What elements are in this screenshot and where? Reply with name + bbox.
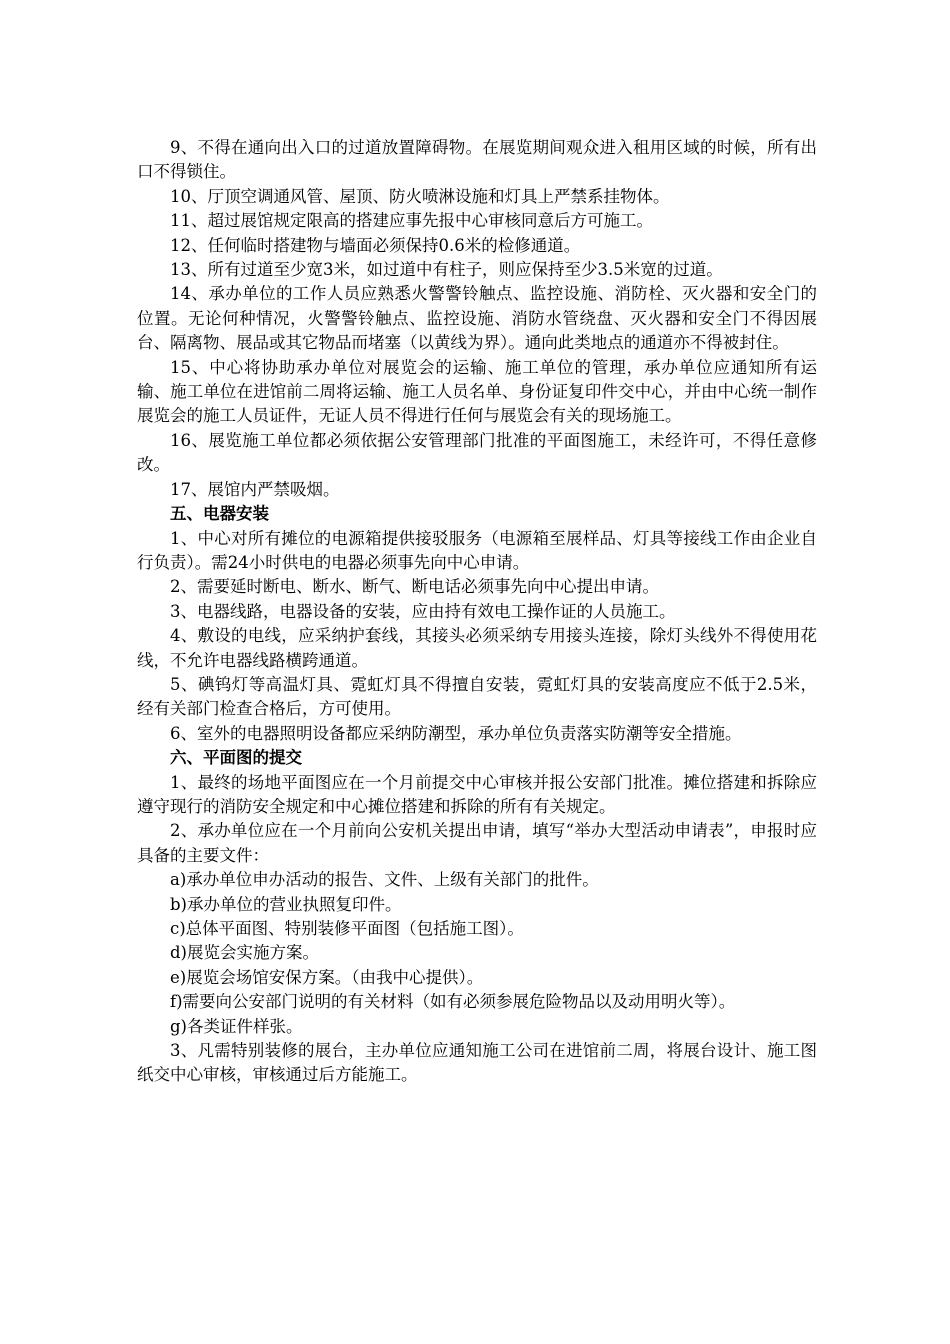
- paragraph-electrical-1: 1、中心对所有摊位的电源箱提供接驳服务（电源箱至展样品、灯具等接线工作由企业自行负责）。需24小时供电的电器必须事先向中心申请。: [137, 528, 817, 572]
- paragraph-item-11: 11、超过展馆规定限高的搭建应事先报中心审核同意后方可施工。: [170, 211, 653, 231]
- paragraph-item-17: 17、展馆内严禁吸烟。: [170, 479, 340, 499]
- paragraph-item-14: 14、承办单位的工作人员应熟悉火警警铃触点、监控设施、消防栓、灭火器和安全门的位置。无论何种情况，火警警铃触点、监控设施、消防水管绕盘、灭火器和安全门不得因展台、隔离物、展品或其它物品而堵塞（以黄线为界）。通向此类地点的通道亦不得被封住。: [137, 284, 817, 353]
- paragraph-item-9: 9、不得在通向出入口的过道放置障碍物。在展览期间观众进入租用区域的时候，所有出口不得锁住。: [137, 138, 817, 182]
- paragraph-floor-plan-3: 3、凡需特别装修的展台，主办单位应通知施工公司在进馆前二周，将展台设计、施工图纸交中心审核，审核通过后方能施工。: [137, 1041, 817, 1085]
- list-item-g: g)各类证件样张。: [170, 1016, 303, 1036]
- section-heading-floor-plan: 六、平面图的提交: [170, 748, 302, 768]
- document-page: [137, 136, 817, 1088]
- paragraph-floor-plan-2: 2、承办单位应在一个月前向公安机关提出申请，填写“举办大型活动申请表”，申报时应具备的主要文件：: [137, 821, 817, 865]
- paragraph-electrical-3: 3、电器线路，电器设备的安装，应由持有效电工操作证的人员施工。: [170, 601, 676, 621]
- paragraph-item-10: 10、厅顶空调通风管、屋顶、防火喷淋设施和灯具上严禁系挂物体。: [170, 186, 670, 206]
- list-item-d: d)展览会实施方案。: [170, 943, 319, 963]
- paragraph-floor-plan-1: 1、最终的场地平面图应在一个月前提交中心审核并报公安部门批准。摊位搭建和拆除应遵守现行的消防安全规定和中心摊位搭建和拆除的所有有关规定。: [137, 772, 817, 816]
- list-item-f: f)需要向公安部门说明的有关材料（如有必须参展危险物品以及动用明火等）。: [170, 992, 736, 1012]
- list-item-b: b)承办单位的营业执照复印件。: [170, 894, 402, 914]
- paragraph-electrical-5: 5、碘钨灯等高温灯具、霓虹灯具不得擅自安装，霓虹灯具的安装高度应不低于2.5米，经有关部门检查合格后，方可使用。: [137, 674, 817, 719]
- paragraph-electrical-4: 4、敷设的电线，应采纳护套线，其接头必须采纳专用接头连接，除灯头线外不得使用花线，不允许电器线路横跨通道。: [137, 626, 817, 670]
- list-item-a: a)承办单位申办活动的报告、文件、上级有关部门的批件。: [170, 870, 599, 890]
- list-item-e: e)展览会场馆安保方案。（由我中心提供）。: [170, 967, 484, 987]
- paragraph-electrical-2: 2、需要延时断电、断水、断气、断电话必须事先向中心提出申请。: [170, 577, 659, 597]
- paragraph-electrical-6: 6、室外的电器照明设备都应采纳防潮型，承办单位负责落实防潮等安全措施。: [170, 723, 742, 743]
- paragraph-item-13: 13、所有过道至少宽3米，如过道中有柱子，则应保持至少3.5米宽的过道。: [170, 260, 723, 280]
- section-heading-electrical: 五、电器安装: [170, 504, 269, 524]
- paragraph-item-12: 12、任何临时搭建物与墙面必须保持0.6米的检修通道。: [170, 235, 581, 255]
- list-item-c: c)总体平面图、特别装修平面图（包括施工图）。: [170, 919, 524, 938]
- paragraph-item-16: 16、展览施工单位都必须依据公安管理部门批准的平面图施工，未经许可，不得任意修改。: [137, 430, 817, 475]
- paragraph-item-15: 15、中心将协助承办单位对展览会的运输、施工单位的管理，承办单位应通知所有运输、施工单位在进馆前二周将运输、施工人员名单、身份证复印件交中心，并由中心统一制作展览会的施工人员证件，无证人员不得进行任何与展览会有关的现场施工。: [137, 357, 817, 426]
